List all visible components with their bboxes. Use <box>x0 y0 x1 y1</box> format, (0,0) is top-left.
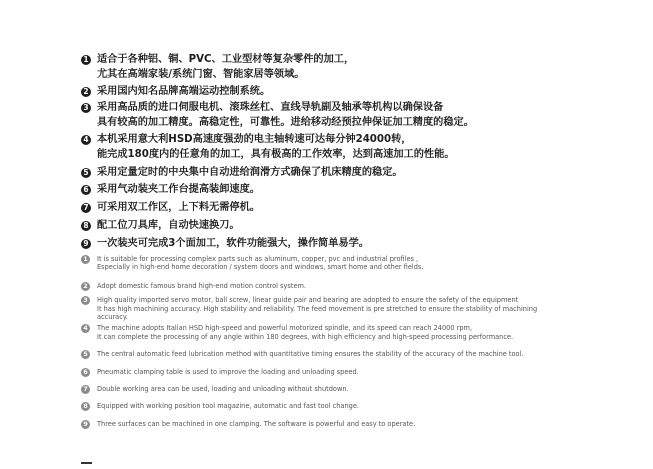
feature-text: 配工位刀具库，自动快速换刀。 <box>97 219 240 231</box>
number-badge: 1 <box>81 55 91 65</box>
number-badge: 6 <box>81 185 91 195</box>
feature-text: accuracy. <box>97 313 128 322</box>
number-badge: 9 <box>81 420 90 429</box>
feature-text: Adopt domestic famous brand high-end motion control system. <box>97 281 307 290</box>
number-badge: 2 <box>81 87 91 97</box>
english-feature-item <box>81 296 641 321</box>
chinese-feature-item <box>81 133 641 163</box>
chinese-feature-item <box>81 166 641 181</box>
feature-text: 采用定量定时的中央集中自动进给润滑方式确保了机床精度的稳定。 <box>97 166 403 178</box>
number-badge: 6 <box>81 368 90 377</box>
english-feature-item <box>81 420 641 428</box>
number-badge: 2 <box>81 282 90 291</box>
feature-text: 可采用双工作区，上下料无需停机。 <box>97 202 260 214</box>
feature-text: 本机采用意大利HSD高速度强劲的电主轴转速可达每分钟24000转， <box>97 133 412 145</box>
number-badge: 8 <box>81 402 90 411</box>
chinese-feature-item <box>81 53 641 83</box>
number-badge: 3 <box>81 103 91 113</box>
english-feature-item <box>81 385 641 393</box>
chinese-feature-item <box>81 237 641 252</box>
english-feature-item <box>81 255 641 272</box>
feature-text: It can complete the processing of any angle within 180 degrees, with high efficiency and high-speed processing performance. <box>97 332 514 341</box>
feature-text: Pneumatic clamping table is used to improve the loading and unloading speed. <box>97 367 359 376</box>
english-feature-item <box>81 282 641 290</box>
feature-text: 采用气动装夹工作台提高装卸速度。 <box>97 184 260 196</box>
feature-text: 具有较高的加工精度。高稳定性，可靠性。进给移动经预拉伸保证加工精度的稳定。 <box>97 117 474 129</box>
number-badge: 7 <box>81 385 90 394</box>
number-badge: 5 <box>81 168 91 178</box>
feature-text: Equipped with working position tool magazine, automatic and fast tool change. <box>97 402 359 411</box>
feature-text: 尤其在高端家装/系统门窗、智能家居等领域。 <box>97 68 305 80</box>
number-badge: 4 <box>81 324 90 333</box>
number-badge: 9 <box>81 239 91 249</box>
english-feature-item <box>81 324 641 341</box>
feature-text: 采用国内知名品牌高端运动控制系统。 <box>97 85 271 97</box>
feature-text: The central automatic feed lubrication method with quantitative timing ensures the stability of the accuracy of the machine tool. <box>97 350 524 359</box>
feature-text: The machine adopts Italian HSD high-speed and powerful motorized spindle, and its speed can reach 24000 rpm, <box>97 324 473 333</box>
english-feature-item <box>81 368 641 376</box>
number-badge: 1 <box>81 255 90 264</box>
feature-text: 采用高品质的进口伺服电机、滚珠丝杠、直线导轨副及轴承等机构以确保设备 <box>97 102 444 114</box>
chinese-feature-list <box>81 53 641 252</box>
chinese-feature-item <box>81 219 641 234</box>
page-divider-mark <box>81 462 92 464</box>
number-badge: 5 <box>81 350 90 359</box>
feature-text: 适合于各种铝、铜、PVC、工业型材等复杂零件的加工， <box>97 54 355 65</box>
number-badge: 8 <box>81 221 91 231</box>
number-badge: 3 <box>81 296 90 305</box>
feature-text: 一次装夹可完成3个面加工，软件功能强大，操作简单易学。 <box>97 237 369 249</box>
number-badge: 4 <box>81 135 91 145</box>
english-feature-list <box>81 255 641 428</box>
chinese-feature-item <box>81 85 641 100</box>
feature-text: It is suitable for processing complex parts such as aluminum, copper, pvc and industrial profiles , <box>97 255 419 263</box>
chinese-feature-item <box>81 201 641 216</box>
english-feature-item <box>81 350 641 358</box>
feature-text: Double working area can be used, loading and unloading without shutdown. <box>97 385 349 394</box>
feature-text: High quality imported servo motor, ball screw, linear guide pair and bearing are adopted to ensure the safety of the equipment <box>97 296 519 305</box>
chinese-feature-item <box>81 183 641 198</box>
feature-text: Especially in high-end home decoration / system doors and windows, smart home and other fields. <box>97 263 424 272</box>
english-feature-item <box>81 402 641 410</box>
chinese-feature-item <box>81 101 641 131</box>
feature-text: It has high machining accuracy. High stability and reliability. The feed movement is pre stretched to ensure the stability of machining <box>97 304 538 313</box>
feature-text: Three surfaces can be machined in one clamping. The software is powerful and easy to operate. <box>97 419 416 428</box>
number-badge: 7 <box>81 203 91 213</box>
feature-text: 能完成180度内的任意角的加工，具有极高的工作效率，达到高速加工的性能。 <box>97 148 455 160</box>
